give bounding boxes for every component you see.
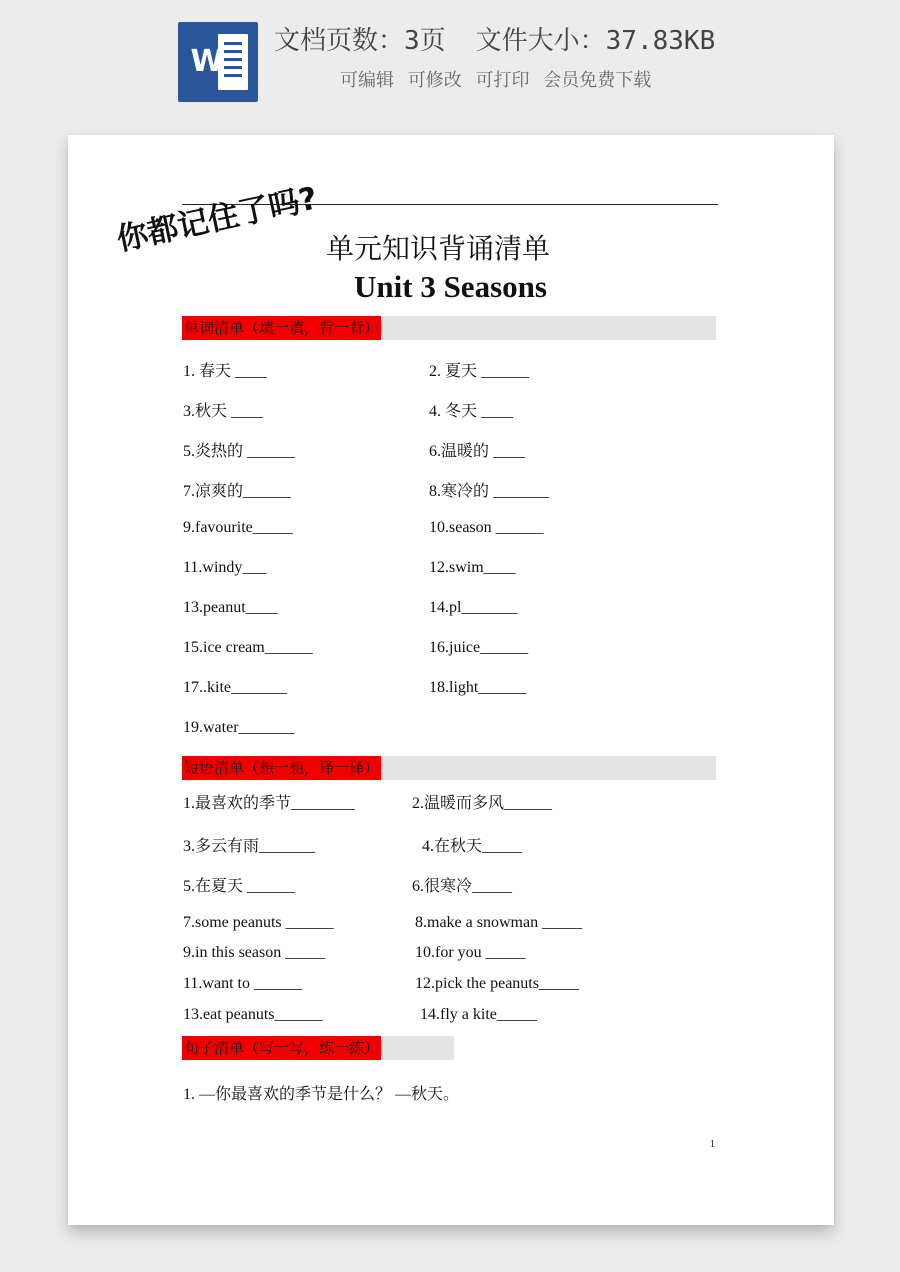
vocab-item: 2. 夏天 ______: [429, 363, 530, 380]
vocab-section-bar: [182, 316, 716, 340]
unit-title: Unit 3 Seasons: [354, 269, 547, 304]
download-banner: [0, 0, 900, 125]
vocab-item: 14.pl_______: [429, 599, 518, 616]
vocab-item: 6.温暖的 ____: [429, 443, 526, 460]
vocab-item: 9.favourite_____: [183, 519, 293, 536]
phrase-item: 13.eat peanuts______: [183, 1006, 323, 1023]
vocab-item: 4. 冬天 ____: [429, 403, 514, 420]
phrase-item: 8.make a snowman _____: [415, 914, 583, 931]
page-count: 文档页数：3页: [274, 26, 446, 56]
phrase-item: 6.很寒冷_____: [412, 878, 513, 895]
vocab-item: 17..kite_______: [183, 679, 287, 696]
vocab-item: 18.light______: [429, 679, 527, 696]
document-info: [274, 20, 744, 57]
file-size: 文件大小：37.83KB: [475, 26, 716, 56]
phrase-item: 14.fly a kite_____: [420, 1006, 537, 1023]
word-document-icon: W: [178, 22, 258, 102]
phrase-item: 4.在秋天_____: [422, 838, 523, 855]
vocab-item: 16.juice______: [429, 639, 529, 656]
vocab-section-header: 单词清单（填一填，背一背）: [182, 316, 381, 340]
vocab-item: 8.寒冷的 _______: [429, 483, 550, 500]
page-title: 单元知识背诵清单: [326, 232, 551, 265]
tag-editable: 可编辑: [340, 70, 394, 91]
phrase-item: 7.some peanuts ______: [183, 914, 334, 931]
phrase-item: 12.pick the peanuts_____: [415, 975, 579, 992]
tag-free-download: 会员免费下载: [543, 70, 652, 91]
sentence-section-bar: [182, 1036, 454, 1060]
vocab-item: 7.凉爽的______: [183, 483, 292, 500]
vocab-item: 5.炎热的 ______: [183, 443, 296, 460]
page-number: 1: [710, 1139, 715, 1150]
vocab-item: 19.water_______: [183, 719, 295, 736]
vocab-item: 11.windy___: [183, 559, 267, 576]
feature-tags: [340, 66, 651, 92]
vocab-item: 3.秋天 ____: [183, 403, 264, 420]
vocab-item: 15.ice cream______: [183, 639, 313, 656]
vocab-item: 1. 春天 ____: [183, 363, 268, 380]
tag-modifiable: 可修改: [407, 70, 462, 91]
sentence-item: 1. —你最喜欢的季节是什么？ —秋天。: [183, 1086, 460, 1103]
phrase-item: 9.in this season _____: [183, 944, 326, 961]
phrase-section-header: 短语清单（想一想，译一译）: [182, 756, 381, 780]
vocab-item: 13.peanut____: [183, 599, 278, 616]
phrase-section-bar: [182, 756, 716, 780]
tag-printable: 可打印: [475, 70, 530, 91]
vocab-item: 10.season ______: [429, 519, 544, 536]
vocab-item: 12.swim____: [429, 559, 516, 576]
phrase-item: 5.在夏天 ______: [183, 878, 296, 895]
phrase-item: 10.for you _____: [415, 944, 526, 961]
handwritten-stamp: 你都记住了吗?: [113, 180, 321, 259]
phrase-item: 3.多云有雨_______: [183, 838, 316, 855]
phrase-item: 2.温暖而多风______: [412, 795, 553, 812]
document-page: [68, 135, 834, 1225]
phrase-item: 11.want to ______: [183, 975, 302, 992]
sentence-section-header: 句子清单（写一写，练一练）: [182, 1036, 381, 1060]
phrase-item: 1.最喜欢的季节________: [183, 795, 356, 812]
